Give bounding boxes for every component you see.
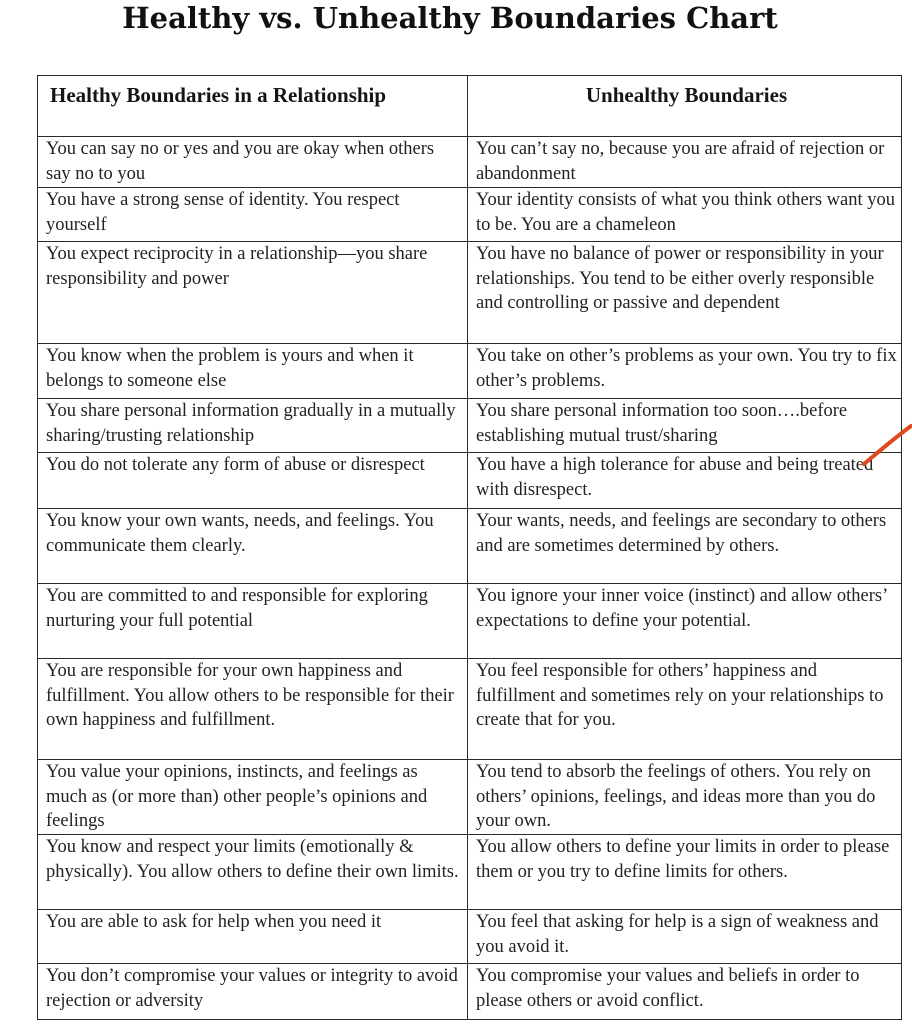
column-header-unhealthy: Unhealthy Boundaries [468, 76, 902, 137]
healthy-cell: You share personal information gradually in a mutually sharing/trusting relationship [38, 399, 468, 453]
column-header-healthy: Healthy Boundaries in a Relationship [38, 76, 468, 137]
table-row [38, 659, 902, 760]
table-row [38, 399, 902, 453]
table-row [38, 453, 902, 509]
healthy-cell: You are able to ask for help when you need it [38, 910, 468, 964]
healthy-cell: You are responsible for your own happiness and fulfillment. You allow others to be responsible for their own happiness and fulfillment. [38, 659, 468, 760]
table-row [38, 509, 902, 584]
healthy-cell: You do not tolerate any form of abuse or disrespect [38, 453, 468, 509]
healthy-cell: You expect reciprocity in a relationship—you share responsibility and power [38, 242, 468, 344]
healthy-cell: You are committed to and responsible for exploring nurturing your full potential [38, 584, 468, 659]
unhealthy-cell: You take on other’s problems as your own. You try to fix other’s problems. [468, 344, 902, 399]
unhealthy-cell: You have no balance of power or responsibility in your relationships. You tend to be either overly responsible and controlling or passive and dependent [468, 242, 902, 344]
boundaries-table [37, 75, 902, 1020]
unhealthy-cell: Your wants, needs, and feelings are secondary to others and are sometimes determined by others. [468, 509, 902, 584]
table-row [38, 760, 902, 835]
unhealthy-cell: You can’t say no, because you are afraid of rejection or abandonment [468, 137, 902, 188]
table-row [38, 344, 902, 399]
healthy-cell: You don’t compromise your values or integrity to avoid rejection or adversity [38, 964, 468, 1020]
unhealthy-cell: You tend to absorb the feelings of others. You rely on others’ opinions, feelings, and ideas more than you do your own. [468, 760, 902, 835]
unhealthy-cell: Your identity consists of what you think others want you to be. You are a chameleon [468, 188, 902, 242]
table-row [38, 835, 902, 910]
unhealthy-cell: You share personal information too soon….before establishing mutual trust/sharing [468, 399, 902, 453]
healthy-cell: You know your own wants, needs, and feelings. You communicate them clearly. [38, 509, 468, 584]
table-row [38, 137, 902, 188]
unhealthy-cell: You compromise your values and beliefs in order to please others or avoid conflict. [468, 964, 902, 1020]
unhealthy-cell: You ignore your inner voice (instinct) and allow others’ expectations to define your potential. [468, 584, 902, 659]
table-row [38, 242, 902, 344]
healthy-cell: You know and respect your limits (emotionally & physically). You allow others to define their own limits. [38, 835, 468, 910]
page-title: Healthy vs. Unhealthy Boundaries Chart [122, 1, 778, 35]
table-row [38, 964, 902, 1020]
table-header-row [38, 76, 902, 137]
unhealthy-cell: You allow others to define your limits in order to please them or you try to define limits for others. [468, 835, 902, 910]
table-row [38, 188, 902, 242]
unhealthy-cell: You feel responsible for others’ happiness and fulfillment and sometimes rely on your relationships to create that for you. [468, 659, 902, 760]
table-row [38, 584, 902, 659]
healthy-cell: You value your opinions, instincts, and feelings as much as (or more than) other people’s opinions and feelings [38, 760, 468, 835]
healthy-cell: You have a strong sense of identity. You respect yourself [38, 188, 468, 242]
unhealthy-cell: You have a high tolerance for abuse and being treated with disrespect. [468, 453, 902, 509]
unhealthy-cell: You feel that asking for help is a sign of weakness and you avoid it. [468, 910, 902, 964]
red-pen-stroke-icon [862, 422, 912, 468]
healthy-cell: You know when the problem is yours and when it belongs to someone else [38, 344, 468, 399]
table-row [38, 910, 902, 964]
healthy-cell: You can say no or yes and you are okay when others say no to you [38, 137, 468, 188]
